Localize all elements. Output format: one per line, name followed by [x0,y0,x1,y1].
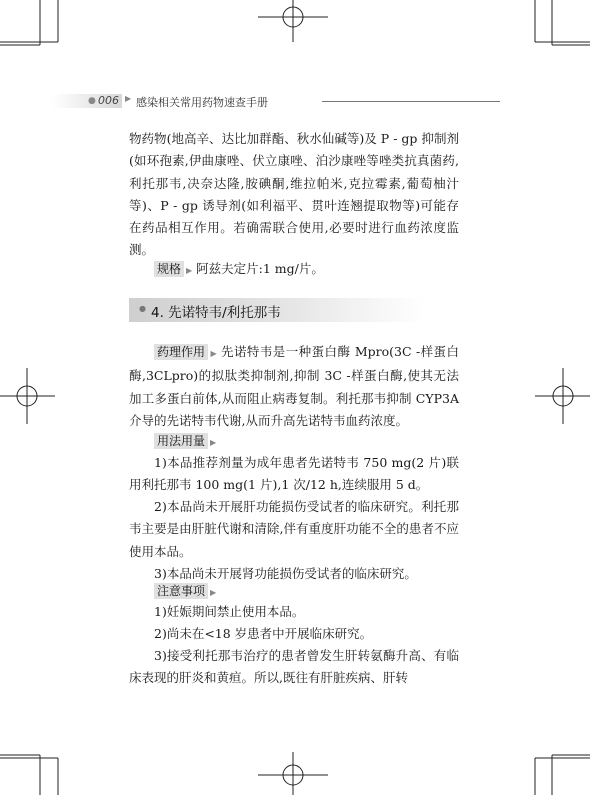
precautions-label: 注意事项 [154,583,208,599]
section-bullet-icon: ● [139,304,146,313]
usage-item: 1)本品推荐剂量为成年患者先诺特韦 750 mg(2 片)联用利托那韦 100 mg(1 片),1 次/12 h,连续服用 5 d。 [129,455,459,493]
pharmacology-paragraph [129,341,459,432]
spec-arrow-icon: ▶ [186,266,193,275]
continuation-paragraph: 物药物(地高辛、达比加群酯、秋水仙碱等)及 P - gp 抑制剂(如环孢素,伊曲康唑、伏立康唑、泊沙康唑等唑类抗真菌药,利托那韦,决奈达隆,胺碘酮,维拉帕米,克拉霉素,葡萄柚汁等)、P - gp 诱导剂(如利福平、贯叶连翘提取物等)可能存在药品相互作用。若确需联合使用,必要时进行血药浓度监测。 [129,131,459,258]
section-heading [129,298,424,322]
pharmacology-label: 药理作用 [154,344,208,360]
page-number: 006 [98,94,119,107]
usage-arrow-icon: ▶ [210,438,217,447]
pharmacology-text: 先诺特韦是一种蛋白酶 Mpro(3C -样蛋白酶,3CLpro)的拟肽类抑制剂,抑制 3C -样蛋白酶,使其无法加工多蛋白前体,从而阻止病毒复制。利托那韦抑制 CYP3A 介导的先诺特韦代谢,从而升高先诺特韦血药浓度。 [129,344,459,428]
usage-heading [154,430,220,449]
header-rule [322,101,500,102]
spec-text: 阿兹夫定片:1 mg/片。 [196,261,324,276]
pharmacology-arrow-icon: ▶ [210,349,218,358]
section-title: 4. 先诺特韦/利托那韦 [151,305,281,321]
header-arrow-icon: ▶ [125,94,132,103]
header-bullet-icon: ● [88,96,96,106]
spec-label: 规格 [154,261,184,277]
running-header [52,94,450,108]
precautions-heading [154,580,220,599]
usage-label: 用法用量 [154,433,208,449]
precaution-item: 2)尚未在<18 岁患者中开展临床研究。 [154,626,373,641]
spec-line [154,258,454,282]
book-title: 感染相关常用药物速查手册 [136,96,268,109]
precaution-item: 1)妊娠期间禁止使用本品。 [154,604,305,619]
precaution-item: 3)接受利托那韦治疗的患者曾发生肝转氨酶升高、有临床表现的肝炎和黄疸。所以,既往有肝脏疾病、肝转 [129,648,459,686]
usage-item: 3)本品尚未开展肾功能损伤受试者的临床研究。 [154,566,417,581]
precautions-arrow-icon: ▶ [210,588,217,597]
usage-item: 2)本品尚未开展肝功能损伤受试者的临床研究。利托那韦主要是由肝脏代谢和清除,伴有重度肝功能不全的患者不应使用本品。 [129,499,459,559]
